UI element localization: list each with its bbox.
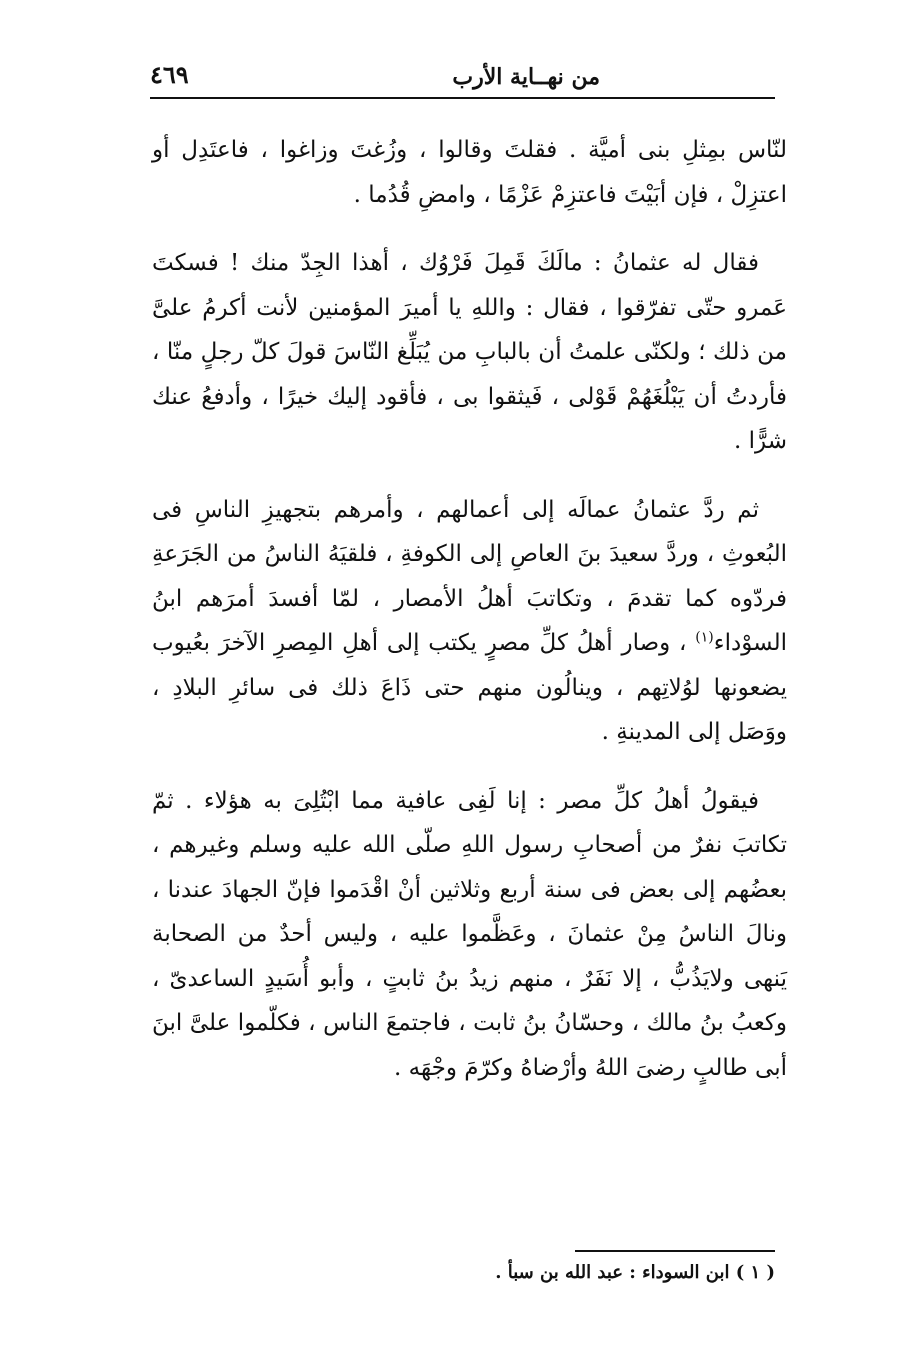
paragraph-3: [152, 488, 787, 755]
footnote: ( ١ ) ابن السوداء : عبد الله بن سبأ .: [495, 1262, 775, 1283]
paragraph-3-text-a: ثم ردَّ عثمانُ عمالَه إلى أعمالهم ، وأمرهم بتجهيزِ الناسِ فى البُعوثِ ، وردَّ سعيدَ بنَ العاصِ إلى الكوفةِ ، فلقيَهُ الناسُ من الجَرَعةِ فردّوه كما تقدمَ ، وتكاتبَ أهلُ الأمصار ، لمّا أفسدَ أمرَهم ابنُ السوْداء: [152, 496, 787, 656]
paragraph-3-text-b: ، وصار أهلُ كلِّ مصرٍ يكتب إلى أهلِ المِصرِ الآخرَ بعُيوب يضعونها لوُلاتِهم ، وينالُون منهم حتى ذَاعَ ذلك فى سائرِ البلادِ ، ووَصَل إلى المدينةِ .: [152, 630, 787, 745]
main-text: [152, 128, 787, 1114]
paragraph-4: فيقولُ أهلُ كلِّ مصر : إنا لَفِى عافية مما ابْتُلِىَ به هؤلاء . ثمّ تكاتبَ نفرٌ من أصحابِ رسول اللهِ صلّى الله عليه وسلم وغيرهم ، بعضُهم إلى بعض فى سنة أربع وثلاثين أنْ اقْدَموا فإنّ الجهادَ عندنا ، ونالَ الناسُ مِنْ عثمانَ ، وعَظَّموا عليه ، وليس أحدٌ من الصحابة يَنهى ولايَذُبُّ ، إلا نَفَرٌ ، منهم زيدُ بنُ ثابتٍ ، وأبو أُسَيدٍ الساعدىّ ، وكعبُ بنُ مالك ، وحسّانُ بنُ ثابت ، فاجتمعَ الناس ، فكلّموا علىَّ ابنَ أبى طالبٍ رضىَ اللهُ وأرْضاهُ وكرّمَ وجْهَه .: [152, 787, 787, 1081]
footnote-reference[interactable]: (١): [695, 629, 714, 646]
running-title: من نهــاية الأرب: [452, 64, 600, 90]
page-header: [150, 60, 775, 98]
paragraph-2: فقال له عثمانُ : مالَكَ قَمِلَ فَرْوُك ، أهذا الجِدّ منك ! فسكتَ عَمرو حتّى تفرّقوا ، فقال : واللهِ يا أميرَ المؤمنين لأنت أكرمُ علىَّ من ذلك ؛ ولكنّى علمتُ أن بالبابِ من يُبَلِّغ النّاسَ قولَ كلّ رجلٍ منّا ، فأردتُ أن يَبْلُغَهُمْ قَوْلى ، فَيثقوا بى ، فأقود إليك خيرًا ، وأدفعُ عنك شرًّا .: [152, 250, 787, 454]
header-rule: [150, 97, 775, 99]
page-number: ٤٦٩: [150, 60, 189, 89]
footnote-rule: [575, 1250, 775, 1252]
paragraph-1: لنّاس بمِثلِ بنى أميَّة . فقلتَ وقالوا ، وزُغتَ وزاغوا ، فاعتَدِل أو اعتزِلْ ، فإن أبَيْتَ فاعتزِمْ عَزْمًا ، وامضِ قُدُما .: [152, 137, 787, 208]
